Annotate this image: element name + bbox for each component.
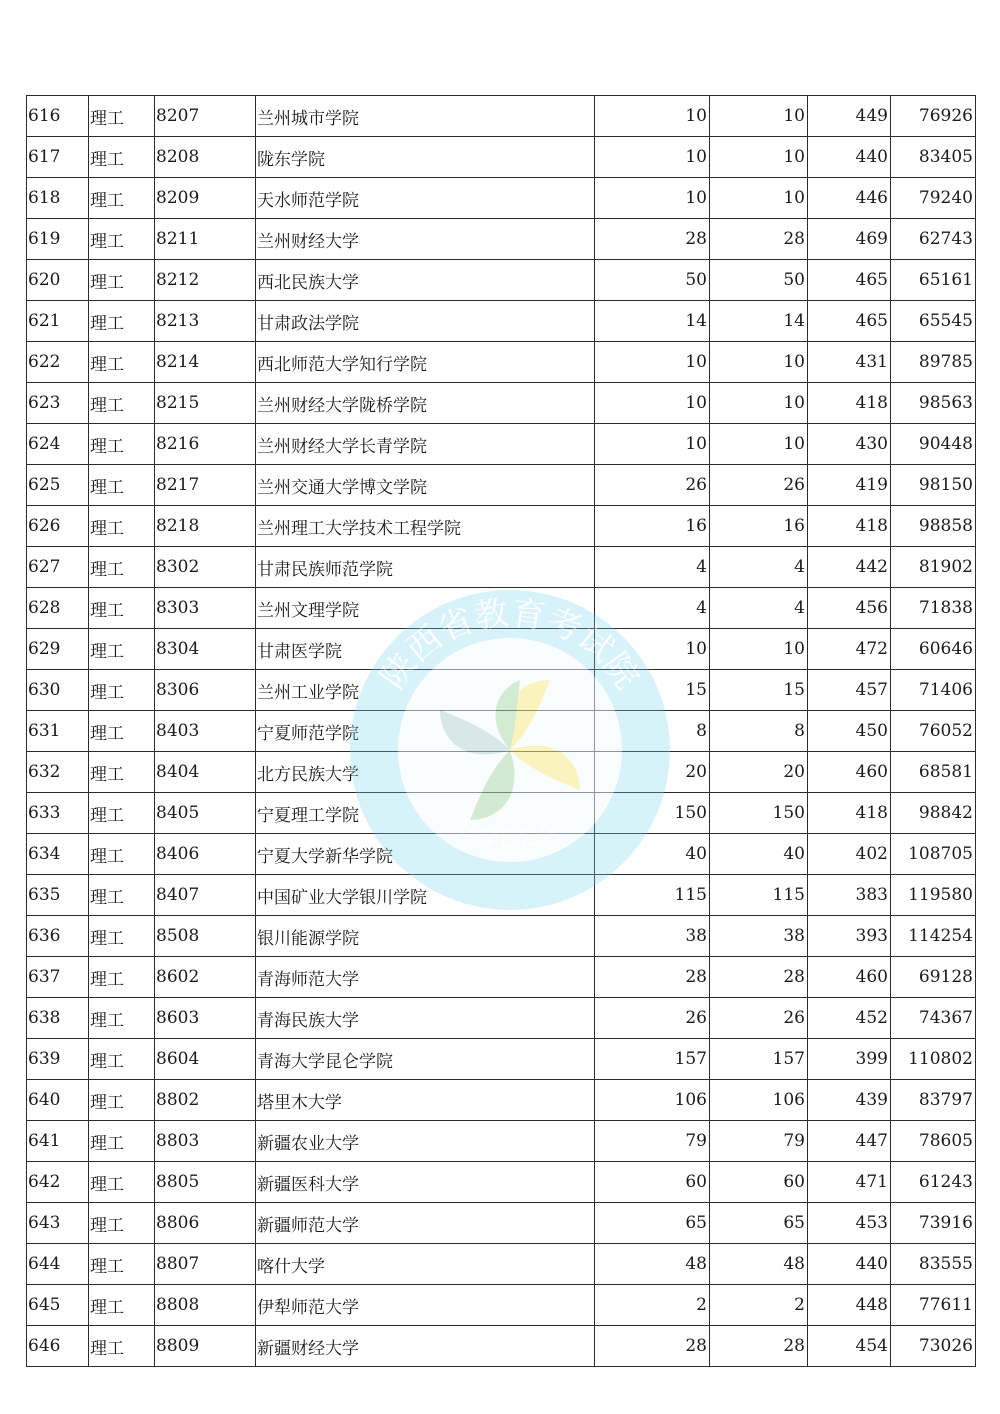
min-score-cell: 456 bbox=[808, 588, 891, 629]
school-name-cell: 新疆师范大学 bbox=[256, 1203, 595, 1244]
table-row bbox=[27, 342, 976, 383]
min-rank-cell: 108705 bbox=[891, 834, 976, 875]
row-index-cell: 632 bbox=[27, 752, 89, 793]
plan-count-cell: 26 bbox=[595, 465, 710, 506]
plan-count-cell: 10 bbox=[595, 178, 710, 219]
school-name-cell: 兰州财经大学陇桥学院 bbox=[256, 383, 595, 424]
min-score-cell: 419 bbox=[808, 465, 891, 506]
table-row bbox=[27, 424, 976, 465]
category-cell: 理工 bbox=[89, 875, 155, 916]
min-score-cell: 442 bbox=[808, 547, 891, 588]
admitted-count-cell: 28 bbox=[710, 219, 808, 260]
min-rank-cell: 65161 bbox=[891, 260, 976, 301]
plan-count-cell: 50 bbox=[595, 260, 710, 301]
admitted-count-cell: 10 bbox=[710, 424, 808, 465]
admitted-count-cell: 10 bbox=[710, 178, 808, 219]
min-score-cell: 418 bbox=[808, 383, 891, 424]
min-score-cell: 472 bbox=[808, 629, 891, 670]
school-name-cell: 西北民族大学 bbox=[256, 260, 595, 301]
row-index-cell: 640 bbox=[27, 1080, 89, 1121]
min-score-cell: 430 bbox=[808, 424, 891, 465]
school-name-cell: 甘肃民族师范学院 bbox=[256, 547, 595, 588]
row-index-cell: 628 bbox=[27, 588, 89, 629]
school-name-cell: 兰州文理学院 bbox=[256, 588, 595, 629]
row-index-cell: 629 bbox=[27, 629, 89, 670]
min-rank-cell: 114254 bbox=[891, 916, 976, 957]
min-score-cell: 439 bbox=[808, 1080, 891, 1121]
min-score-cell: 453 bbox=[808, 1203, 891, 1244]
category-cell: 理工 bbox=[89, 342, 155, 383]
table-row bbox=[27, 1203, 976, 1244]
school-name-cell: 兰州工业学院 bbox=[256, 670, 595, 711]
table-row bbox=[27, 670, 976, 711]
plan-count-cell: 10 bbox=[595, 629, 710, 670]
school-name-cell: 新疆农业大学 bbox=[256, 1121, 595, 1162]
school-code-cell: 8212 bbox=[155, 260, 256, 301]
min-rank-cell: 98563 bbox=[891, 383, 976, 424]
row-index-cell: 646 bbox=[27, 1326, 89, 1367]
min-rank-cell: 90448 bbox=[891, 424, 976, 465]
table-row bbox=[27, 137, 976, 178]
plan-count-cell: 10 bbox=[595, 424, 710, 465]
table-row bbox=[27, 1285, 976, 1326]
category-cell: 理工 bbox=[89, 957, 155, 998]
min-score-cell: 460 bbox=[808, 957, 891, 998]
school-code-cell: 8809 bbox=[155, 1326, 256, 1367]
admitted-count-cell: 157 bbox=[710, 1039, 808, 1080]
school-code-cell: 8304 bbox=[155, 629, 256, 670]
row-index-cell: 631 bbox=[27, 711, 89, 752]
plan-count-cell: 8 bbox=[595, 711, 710, 752]
plan-count-cell: 26 bbox=[595, 998, 710, 1039]
table-row bbox=[27, 260, 976, 301]
min-score-cell: 448 bbox=[808, 1285, 891, 1326]
school-name-cell: 天水师范学院 bbox=[256, 178, 595, 219]
school-code-cell: 8407 bbox=[155, 875, 256, 916]
row-index-cell: 635 bbox=[27, 875, 89, 916]
min-score-cell: 393 bbox=[808, 916, 891, 957]
table-row bbox=[27, 1080, 976, 1121]
table-row bbox=[27, 219, 976, 260]
school-code-cell: 8306 bbox=[155, 670, 256, 711]
min-rank-cell: 76052 bbox=[891, 711, 976, 752]
plan-count-cell: 16 bbox=[595, 506, 710, 547]
row-index-cell: 638 bbox=[27, 998, 89, 1039]
min-rank-cell: 98150 bbox=[891, 465, 976, 506]
min-score-cell: 440 bbox=[808, 137, 891, 178]
admitted-count-cell: 26 bbox=[710, 465, 808, 506]
admitted-count-cell: 14 bbox=[710, 301, 808, 342]
school-code-cell: 8403 bbox=[155, 711, 256, 752]
row-index-cell: 641 bbox=[27, 1121, 89, 1162]
category-cell: 理工 bbox=[89, 1326, 155, 1367]
table-row bbox=[27, 629, 976, 670]
school-name-cell: 兰州财经大学 bbox=[256, 219, 595, 260]
row-index-cell: 622 bbox=[27, 342, 89, 383]
school-name-cell: 兰州城市学院 bbox=[256, 96, 595, 137]
school-code-cell: 8805 bbox=[155, 1162, 256, 1203]
admitted-count-cell: 4 bbox=[710, 547, 808, 588]
row-index-cell: 642 bbox=[27, 1162, 89, 1203]
plan-count-cell: 157 bbox=[595, 1039, 710, 1080]
row-index-cell: 616 bbox=[27, 96, 89, 137]
plan-count-cell: 10 bbox=[595, 342, 710, 383]
school-name-cell: 喀什大学 bbox=[256, 1244, 595, 1285]
school-code-cell: 8405 bbox=[155, 793, 256, 834]
row-index-cell: 626 bbox=[27, 506, 89, 547]
table-row bbox=[27, 547, 976, 588]
admitted-count-cell: 28 bbox=[710, 957, 808, 998]
min-rank-cell: 68581 bbox=[891, 752, 976, 793]
school-code-cell: 8406 bbox=[155, 834, 256, 875]
plan-count-cell: 28 bbox=[595, 219, 710, 260]
admitted-count-cell: 26 bbox=[710, 998, 808, 1039]
row-index-cell: 643 bbox=[27, 1203, 89, 1244]
school-name-cell: 青海师范大学 bbox=[256, 957, 595, 998]
admitted-count-cell: 20 bbox=[710, 752, 808, 793]
school-name-cell: 甘肃医学院 bbox=[256, 629, 595, 670]
school-name-cell: 西北师范大学知行学院 bbox=[256, 342, 595, 383]
table-row bbox=[27, 588, 976, 629]
min-rank-cell: 65545 bbox=[891, 301, 976, 342]
min-rank-cell: 71406 bbox=[891, 670, 976, 711]
school-code-cell: 8215 bbox=[155, 383, 256, 424]
admitted-count-cell: 2 bbox=[710, 1285, 808, 1326]
table-body bbox=[27, 96, 976, 1367]
min-rank-cell: 78605 bbox=[891, 1121, 976, 1162]
table-row bbox=[27, 998, 976, 1039]
min-score-cell: 383 bbox=[808, 875, 891, 916]
table-row bbox=[27, 1039, 976, 1080]
category-cell: 理工 bbox=[89, 1121, 155, 1162]
school-code-cell: 8603 bbox=[155, 998, 256, 1039]
row-index-cell: 634 bbox=[27, 834, 89, 875]
school-code-cell: 8218 bbox=[155, 506, 256, 547]
category-cell: 理工 bbox=[89, 916, 155, 957]
min-rank-cell: 62743 bbox=[891, 219, 976, 260]
min-rank-cell: 110802 bbox=[891, 1039, 976, 1080]
category-cell: 理工 bbox=[89, 1285, 155, 1326]
school-code-cell: 8211 bbox=[155, 219, 256, 260]
school-code-cell: 8214 bbox=[155, 342, 256, 383]
admitted-count-cell: 40 bbox=[710, 834, 808, 875]
row-index-cell: 619 bbox=[27, 219, 89, 260]
school-code-cell: 8802 bbox=[155, 1080, 256, 1121]
min-rank-cell: 83405 bbox=[891, 137, 976, 178]
min-score-cell: 418 bbox=[808, 793, 891, 834]
admitted-count-cell: 106 bbox=[710, 1080, 808, 1121]
min-rank-cell: 83555 bbox=[891, 1244, 976, 1285]
plan-count-cell: 115 bbox=[595, 875, 710, 916]
category-cell: 理工 bbox=[89, 137, 155, 178]
school-code-cell: 8808 bbox=[155, 1285, 256, 1326]
min-score-cell: 471 bbox=[808, 1162, 891, 1203]
plan-count-cell: 150 bbox=[595, 793, 710, 834]
school-name-cell: 陇东学院 bbox=[256, 137, 595, 178]
plan-count-cell: 10 bbox=[595, 96, 710, 137]
min-score-cell: 465 bbox=[808, 301, 891, 342]
plan-count-cell: 28 bbox=[595, 957, 710, 998]
plan-count-cell: 79 bbox=[595, 1121, 710, 1162]
admission-table bbox=[26, 95, 976, 1367]
min-score-cell: 454 bbox=[808, 1326, 891, 1367]
row-index-cell: 623 bbox=[27, 383, 89, 424]
min-rank-cell: 73916 bbox=[891, 1203, 976, 1244]
min-rank-cell: 79240 bbox=[891, 178, 976, 219]
admitted-count-cell: 15 bbox=[710, 670, 808, 711]
plan-count-cell: 4 bbox=[595, 588, 710, 629]
school-code-cell: 8213 bbox=[155, 301, 256, 342]
school-code-cell: 8602 bbox=[155, 957, 256, 998]
school-code-cell: 8303 bbox=[155, 588, 256, 629]
min-score-cell: 469 bbox=[808, 219, 891, 260]
min-rank-cell: 61243 bbox=[891, 1162, 976, 1203]
category-cell: 理工 bbox=[89, 178, 155, 219]
plan-count-cell: 14 bbox=[595, 301, 710, 342]
school-code-cell: 8209 bbox=[155, 178, 256, 219]
table-row bbox=[27, 916, 976, 957]
school-name-cell: 新疆医科大学 bbox=[256, 1162, 595, 1203]
watermark-org-text: 陕西省教育考试院 bbox=[373, 593, 647, 697]
category-cell: 理工 bbox=[89, 711, 155, 752]
row-index-cell: 621 bbox=[27, 301, 89, 342]
table-row bbox=[27, 465, 976, 506]
row-index-cell: 617 bbox=[27, 137, 89, 178]
min-score-cell: 452 bbox=[808, 998, 891, 1039]
min-rank-cell: 74367 bbox=[891, 998, 976, 1039]
category-cell: 理工 bbox=[89, 219, 155, 260]
admitted-count-cell: 8 bbox=[710, 711, 808, 752]
category-cell: 理工 bbox=[89, 834, 155, 875]
row-index-cell: 644 bbox=[27, 1244, 89, 1285]
plan-count-cell: 28 bbox=[595, 1326, 710, 1367]
table-row bbox=[27, 834, 976, 875]
plan-count-cell: 10 bbox=[595, 137, 710, 178]
min-score-cell: 447 bbox=[808, 1121, 891, 1162]
school-name-cell: 甘肃政法学院 bbox=[256, 301, 595, 342]
table-row bbox=[27, 506, 976, 547]
school-code-cell: 8302 bbox=[155, 547, 256, 588]
school-name-cell: 兰州财经大学长青学院 bbox=[256, 424, 595, 465]
admitted-count-cell: 28 bbox=[710, 1326, 808, 1367]
category-cell: 理工 bbox=[89, 96, 155, 137]
min-score-cell: 440 bbox=[808, 1244, 891, 1285]
min-rank-cell: 81902 bbox=[891, 547, 976, 588]
category-cell: 理工 bbox=[89, 424, 155, 465]
plan-count-cell: 15 bbox=[595, 670, 710, 711]
row-index-cell: 627 bbox=[27, 547, 89, 588]
school-name-cell: 银川能源学院 bbox=[256, 916, 595, 957]
plan-count-cell: 65 bbox=[595, 1203, 710, 1244]
admitted-count-cell: 10 bbox=[710, 629, 808, 670]
plan-count-cell: 38 bbox=[595, 916, 710, 957]
school-name-cell: 兰州交通大学博文学院 bbox=[256, 465, 595, 506]
admitted-count-cell: 16 bbox=[710, 506, 808, 547]
school-code-cell: 8216 bbox=[155, 424, 256, 465]
school-code-cell: 8508 bbox=[155, 916, 256, 957]
school-code-cell: 8803 bbox=[155, 1121, 256, 1162]
category-cell: 理工 bbox=[89, 1244, 155, 1285]
table-row bbox=[27, 383, 976, 424]
table-row bbox=[27, 301, 976, 342]
min-score-cell: 402 bbox=[808, 834, 891, 875]
admitted-count-cell: 50 bbox=[710, 260, 808, 301]
table-row bbox=[27, 793, 976, 834]
row-index-cell: 637 bbox=[27, 957, 89, 998]
school-name-cell: 青海民族大学 bbox=[256, 998, 595, 1039]
plan-count-cell: 2 bbox=[595, 1285, 710, 1326]
min-score-cell: 418 bbox=[808, 506, 891, 547]
school-name-cell: 中国矿业大学银川学院 bbox=[256, 875, 595, 916]
category-cell: 理工 bbox=[89, 260, 155, 301]
category-cell: 理工 bbox=[89, 506, 155, 547]
category-cell: 理工 bbox=[89, 301, 155, 342]
plan-count-cell: 60 bbox=[595, 1162, 710, 1203]
min-rank-cell: 89785 bbox=[891, 342, 976, 383]
min-score-cell: 465 bbox=[808, 260, 891, 301]
category-cell: 理工 bbox=[89, 1203, 155, 1244]
watermark-abbr: SNEEA bbox=[454, 813, 566, 854]
admitted-count-cell: 10 bbox=[710, 137, 808, 178]
school-code-cell: 8207 bbox=[155, 96, 256, 137]
school-name-cell: 伊犁师范大学 bbox=[256, 1285, 595, 1326]
table-row bbox=[27, 96, 976, 137]
min-rank-cell: 69128 bbox=[891, 957, 976, 998]
admitted-count-cell: 150 bbox=[710, 793, 808, 834]
min-rank-cell: 76926 bbox=[891, 96, 976, 137]
school-name-cell: 塔里木大学 bbox=[256, 1080, 595, 1121]
admission-table-sheet bbox=[26, 95, 975, 1367]
table-row bbox=[27, 752, 976, 793]
table-row bbox=[27, 1244, 976, 1285]
row-index-cell: 625 bbox=[27, 465, 89, 506]
min-rank-cell: 98842 bbox=[891, 793, 976, 834]
category-cell: 理工 bbox=[89, 752, 155, 793]
table-row bbox=[27, 178, 976, 219]
min-score-cell: 457 bbox=[808, 670, 891, 711]
school-name-cell: 青海大学昆仑学院 bbox=[256, 1039, 595, 1080]
school-code-cell: 8806 bbox=[155, 1203, 256, 1244]
row-index-cell: 620 bbox=[27, 260, 89, 301]
admitted-count-cell: 4 bbox=[710, 588, 808, 629]
min-score-cell: 449 bbox=[808, 96, 891, 137]
category-cell: 理工 bbox=[89, 1039, 155, 1080]
row-index-cell: 639 bbox=[27, 1039, 89, 1080]
category-cell: 理工 bbox=[89, 629, 155, 670]
category-cell: 理工 bbox=[89, 588, 155, 629]
school-name-cell: 兰州理工大学技术工程学院 bbox=[256, 506, 595, 547]
min-rank-cell: 60646 bbox=[891, 629, 976, 670]
plan-count-cell: 106 bbox=[595, 1080, 710, 1121]
admitted-count-cell: 38 bbox=[710, 916, 808, 957]
plan-count-cell: 40 bbox=[595, 834, 710, 875]
min-rank-cell: 77611 bbox=[891, 1285, 976, 1326]
school-name-cell: 宁夏理工学院 bbox=[256, 793, 595, 834]
school-code-cell: 8604 bbox=[155, 1039, 256, 1080]
admitted-count-cell: 115 bbox=[710, 875, 808, 916]
admitted-count-cell: 48 bbox=[710, 1244, 808, 1285]
row-index-cell: 636 bbox=[27, 916, 89, 957]
school-code-cell: 8807 bbox=[155, 1244, 256, 1285]
row-index-cell: 645 bbox=[27, 1285, 89, 1326]
category-cell: 理工 bbox=[89, 383, 155, 424]
plan-count-cell: 4 bbox=[595, 547, 710, 588]
min-score-cell: 446 bbox=[808, 178, 891, 219]
category-cell: 理工 bbox=[89, 1080, 155, 1121]
table-row bbox=[27, 711, 976, 752]
row-index-cell: 618 bbox=[27, 178, 89, 219]
row-index-cell: 630 bbox=[27, 670, 89, 711]
row-index-cell: 624 bbox=[27, 424, 89, 465]
min-rank-cell: 71838 bbox=[891, 588, 976, 629]
min-score-cell: 399 bbox=[808, 1039, 891, 1080]
min-score-cell: 431 bbox=[808, 342, 891, 383]
admitted-count-cell: 60 bbox=[710, 1162, 808, 1203]
table-row bbox=[27, 875, 976, 916]
row-index-cell: 633 bbox=[27, 793, 89, 834]
plan-count-cell: 10 bbox=[595, 383, 710, 424]
table-row bbox=[27, 1162, 976, 1203]
category-cell: 理工 bbox=[89, 1162, 155, 1203]
plan-count-cell: 20 bbox=[595, 752, 710, 793]
school-name-cell: 北方民族大学 bbox=[256, 752, 595, 793]
table-row bbox=[27, 1121, 976, 1162]
min-rank-cell: 73026 bbox=[891, 1326, 976, 1367]
min-score-cell: 460 bbox=[808, 752, 891, 793]
category-cell: 理工 bbox=[89, 465, 155, 506]
min-rank-cell: 98858 bbox=[891, 506, 976, 547]
category-cell: 理工 bbox=[89, 670, 155, 711]
table-row bbox=[27, 1326, 976, 1367]
category-cell: 理工 bbox=[89, 793, 155, 834]
table-row bbox=[27, 957, 976, 998]
category-cell: 理工 bbox=[89, 547, 155, 588]
category-cell: 理工 bbox=[89, 998, 155, 1039]
admitted-count-cell: 10 bbox=[710, 383, 808, 424]
plan-count-cell: 48 bbox=[595, 1244, 710, 1285]
school-code-cell: 8404 bbox=[155, 752, 256, 793]
admitted-count-cell: 10 bbox=[710, 96, 808, 137]
school-name-cell: 宁夏大学新华学院 bbox=[256, 834, 595, 875]
min-rank-cell: 83797 bbox=[891, 1080, 976, 1121]
min-rank-cell: 119580 bbox=[891, 875, 976, 916]
admitted-count-cell: 65 bbox=[710, 1203, 808, 1244]
school-code-cell: 8208 bbox=[155, 137, 256, 178]
school-name-cell: 新疆财经大学 bbox=[256, 1326, 595, 1367]
min-score-cell: 450 bbox=[808, 711, 891, 752]
school-code-cell: 8217 bbox=[155, 465, 256, 506]
admitted-count-cell: 79 bbox=[710, 1121, 808, 1162]
school-name-cell: 宁夏师范学院 bbox=[256, 711, 595, 752]
admitted-count-cell: 10 bbox=[710, 342, 808, 383]
